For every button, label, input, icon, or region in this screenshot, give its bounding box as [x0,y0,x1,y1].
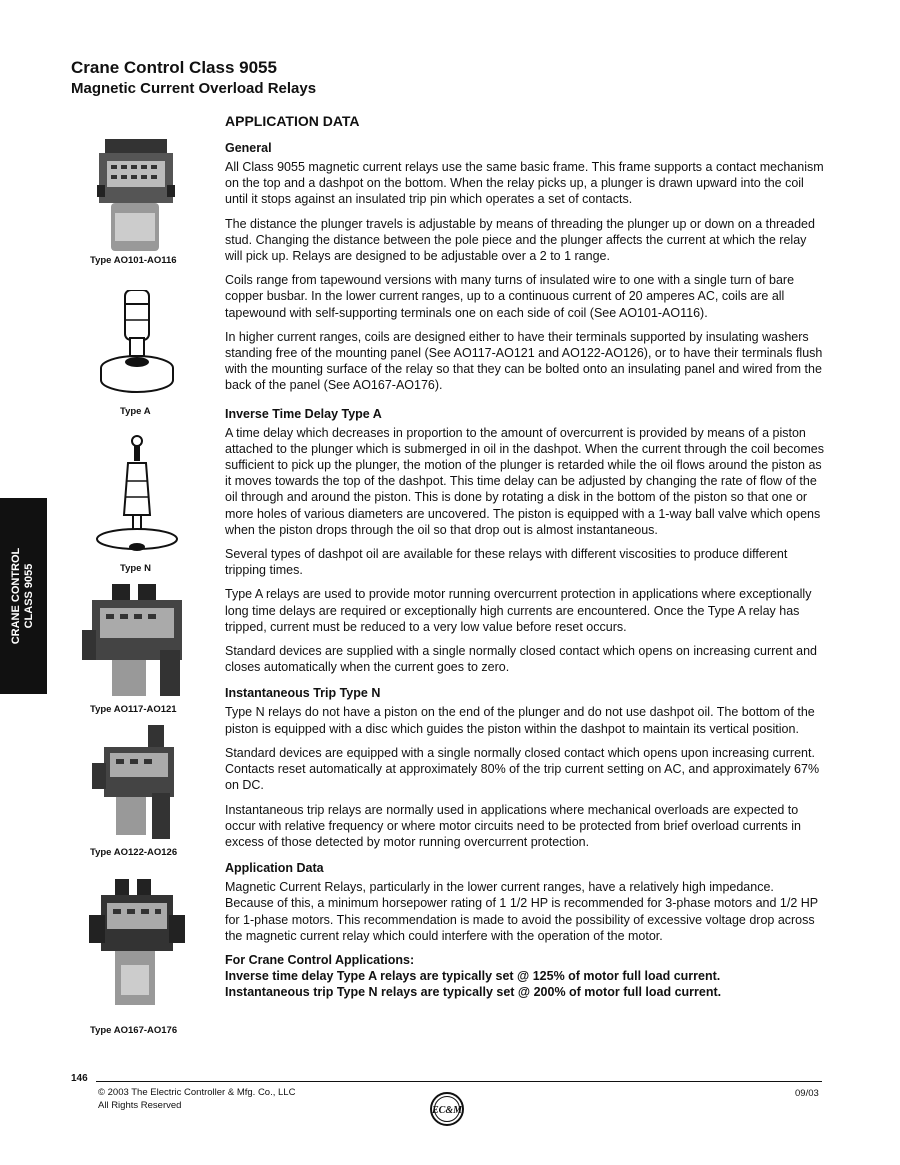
copyright-text: © 2003 The Electric Controller & Mfg. Co., LLC [98,1087,296,1098]
dashpot-icon [92,290,182,395]
rights-text: All Rights Reserved [98,1100,182,1111]
crane-line-2: Instantaneous trip Type N relays are typically set @ 200% of motor full load current. [225,985,722,1000]
figure-type-a [62,290,212,417]
figure-caption: Type N [120,563,151,574]
relay-photo-icon [87,877,187,1017]
figure-ao167 [62,877,212,1036]
inverse-heading: Inverse Time Delay Type A [225,406,382,421]
side-tab-line2: CLASS 9055 [23,563,35,629]
inverse-paragraph-1: A time delay which decreases in proportion to the amount of overcurrent is provided by means of a piston attached to the plunger which is submerged in oil in the dashpot. When the current through the coil becomes sufficient to pick up the plunger, the motion of the plunger is retarded while the oil flows around the piston as it moves towards the top of the dashpot. This time delay can be adjusted by changing the rate of flow of the oil through and around the piston. This is done by rotating a disk in the bottom of the piston so that one or more holes of various diameters are uncovered. The piston is equipped with a 1-way ball valve which opens when the piston drops through the oil so that drop out is almost instantaneous. [225,425,824,537]
general-paragraph-4: In higher current ranges, coils are designed either to have their terminals supported by insulating washers standing free of the mounting panel (See AO117-AO121 and AO122-AO126), or to have their terminals flush with the mounting surface of the relay so that they can be bolted onto an insulating panel and wired from the back of the panel (See AO167-AO176). [225,329,823,393]
side-tab-line1: CRANE CONTROL [10,547,22,645]
relay-photo-icon [90,723,185,843]
relay-photo-icon [97,133,177,253]
logo-text: EC&M [431,1105,463,1116]
inverse-paragraph-2: Several types of dashpot oil are available for these relays with different viscosities to produce different tripping times. [225,547,788,578]
page-title: Crane Control Class 9055 [71,58,277,77]
general-paragraph-3: Coils range from tapewound versions with many turns of insulated wire to one with a single turn of bare copper busbar. In the lower current ranges, up to a continuous current of 20 amperes AC, coils are all tapewound with self-supporting terminals one on each side of coil (See AO101-AO116). [225,273,795,320]
figure-ao117 [62,580,212,715]
figure-caption: Type AO122-AO126 [90,847,178,858]
figure-caption: Type A [120,406,151,417]
page-subtitle: Magnetic Current Overload Relays [71,80,317,97]
inverse-paragraph-4: Standard devices are supplied with a single normally closed contact which opens on increasing current and closes automatically when the current goes to zero. [225,644,818,675]
page-number: 146 [71,1073,88,1084]
general-heading: General [225,141,272,155]
footer-divider [96,1081,822,1082]
section-heading: APPLICATION DATA [225,113,360,129]
appdata-heading: Application Data [225,861,324,876]
appdata-paragraph-1: Magnetic Current Relays, particularly in the lower current ranges, have a relatively high impedance. Because of this, a minimum horsepower rating of 1 1/2 HP is recommended for 3-phase motors and 1/2 HP for 1-phase motors. This recommendation is made to avoid the possibility of excessive voltage drop across the magnetic current relay which could interfere with the operation of the motor. [225,880,818,943]
company-logo-icon [429,1091,465,1127]
crane-heading: For Crane Control Applications: [225,952,415,967]
inverse-paragraph-3: Type A relays are used to provide motor running overcurrent protection in applications where exceptionally long time delays are required or exceptionally high currents are encountered. Once the Type A relay has tripped, current must be reduced to a very low value before reset occurs. [225,587,812,634]
figure-caption: Type AO167-AO176 [90,1025,178,1036]
figure-ao101 [62,133,212,266]
main-content [225,112,825,1000]
general-paragraph-1: All Class 9055 magnetic current relays use the same basic frame. This frame supports a contact mechanism on the top and a dashpot on the bottom. When the relay picks up, a plunger is drawn upward into the coil until it stops against an insulated trip pin which operates a set of contacts. [225,160,824,207]
instant-paragraph-3: Instantaneous trip relays are normally used in applications where mechanical overloads are expected to occur with relative frequency or where motor circuits need to be protected from brief overload currents in excess of those detected by motor running overcurrent protection. [225,802,801,849]
instant-paragraph-2: Standard devices are equipped with a single normally closed contact which opens upon increasing current. Contacts reset automatically at approximately 80% of the trip current setting on AC, and approximately 67% on DC. [225,745,820,793]
instant-heading: Instantaneous Trip Type N [225,686,381,701]
general-paragraph-2: The distance the plunger travels is adjustable by means of threading the plunger up or down on a threaded stud. Changing the distance between the pole piece and the plunger affects the current at which the relay will pick up. Relays are designed to be adjustable over a 2 to 1 range. [225,216,815,264]
footer-date: 09/03 [795,1088,819,1099]
figure-caption: Type AO101-AO116 [90,255,177,266]
figure-ao122 [62,723,212,858]
figure-caption: Type AO117-AO121 [90,704,177,715]
instant-paragraph-1: Type N relays do not have a piston on the end of the plunger and do not use dashpot oil. The bottom of the piston is equipped with a disc which guides the piston within the dashpot to maintain its vertical position. [225,705,815,736]
figure-type-n [62,435,212,574]
crane-line-1: Inverse time delay Type A relays are typically set @ 125% of motor full load current. [225,968,721,983]
side-tab [0,498,47,694]
plunger-icon [92,435,182,560]
footer-copyright [98,1086,295,1112]
relay-photo-icon [82,580,192,700]
